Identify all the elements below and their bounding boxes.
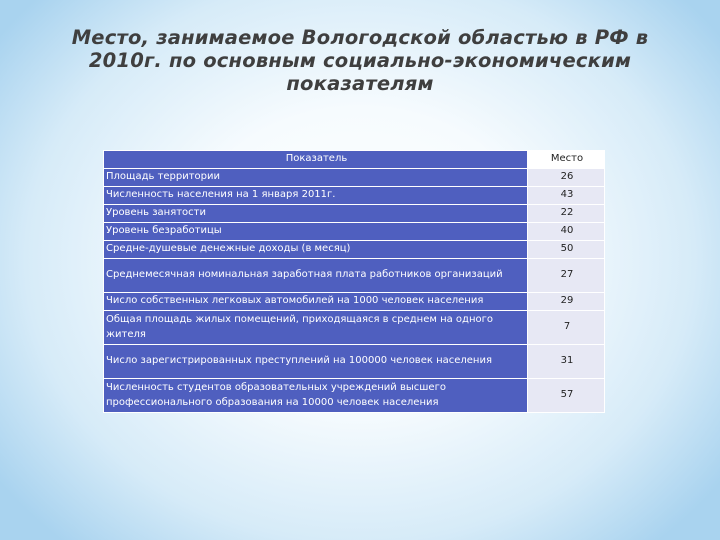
table-row: [104, 205, 605, 223]
table-row: [104, 259, 605, 293]
table-row: [104, 187, 605, 205]
rank-cell: 40: [528, 223, 605, 241]
indicator-cell: Численность студентов образовательных учреждений высшего профессионального образования на 10000 человек населения: [104, 379, 528, 413]
indicator-cell: Уровень безработицы: [104, 223, 528, 241]
rank-cell: 26: [528, 169, 605, 187]
indicator-cell: Площадь территории: [104, 169, 528, 187]
header-indicator: Показатель: [104, 151, 528, 169]
table-row: [104, 241, 605, 259]
rank-cell: 27: [528, 259, 605, 293]
indicator-cell: Число зарегистрированных преступлений на 100000 человек населения: [104, 345, 528, 379]
table-row: [104, 223, 605, 241]
table-row: [104, 345, 605, 379]
rank-cell: 43: [528, 187, 605, 205]
header-rank: Место: [528, 151, 605, 169]
table-row: [104, 169, 605, 187]
table-row: [104, 311, 605, 345]
table-row: [104, 293, 605, 311]
table-header-row: [104, 151, 605, 169]
rank-cell: 7: [528, 311, 605, 345]
indicator-cell: Численность населения на 1 января 2011г.: [104, 187, 528, 205]
rank-cell: 31: [528, 345, 605, 379]
indicator-cell: Среднемесячная номинальная заработная плата работников организаций: [104, 259, 528, 293]
rank-cell: 57: [528, 379, 605, 413]
rank-cell: 22: [528, 205, 605, 223]
indicator-cell: Средне-душевые денежные доходы (в месяц): [104, 241, 528, 259]
slide-title: Место, занимаемое Вологодской областью в РФ в 2010г. по основным социально-экономическим показателям: [71, 26, 649, 95]
indicator-cell: Общая площадь жилых помещений, приходящаяся в среднем на одного жителя: [104, 311, 528, 345]
table-row: [104, 379, 605, 413]
rank-cell: 50: [528, 241, 605, 259]
rank-cell: 29: [528, 293, 605, 311]
indicator-cell: Уровень занятости: [104, 205, 528, 223]
indicators-table: [103, 150, 605, 413]
indicator-cell: Число собственных легковых автомобилей на 1000 человек населения: [104, 293, 528, 311]
